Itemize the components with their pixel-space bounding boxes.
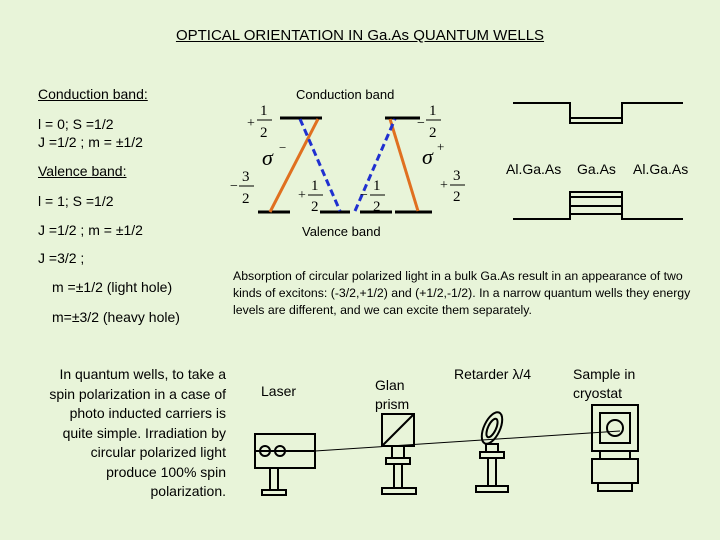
sigma-minus-sign: − — [279, 140, 287, 155]
sigma-minus-symbol: σ — [262, 145, 273, 170]
algaas-right-label: Al.Ga.As — [633, 161, 689, 177]
numerator-one: 1 — [373, 178, 381, 194]
denominator-two: 2 — [311, 199, 319, 215]
conduction-band-header: Conduction band: — [38, 86, 148, 102]
light-hole-label: m =±1/2 (light hole) — [52, 279, 173, 295]
quantum-well-paragraph: In quantum wells, to take a spin polarization in a case of photo inducted carriers is quite simple. Irradiation by circular polarized light produce 100% spin polarization. — [49, 366, 226, 499]
numerator-one: 1 — [260, 103, 268, 119]
numerator-three: 3 — [242, 169, 250, 185]
numerator-three: 3 — [453, 168, 461, 184]
denominator-two: 2 — [373, 199, 381, 215]
glan-prism-label-line1: Glan — [375, 377, 405, 393]
valence-band-header: Valence band: — [38, 163, 127, 179]
transition-arrow-orange-right — [390, 119, 418, 211]
sign-plus: + — [247, 116, 255, 131]
page-title: OPTICAL ORIENTATION IN Ga.As QUANTUM WELLS — [175, 27, 545, 44]
cryostat-device — [592, 405, 638, 491]
glan-prism-label-line2: prism — [375, 396, 410, 412]
sign-plus: + — [440, 178, 448, 193]
sample-label-line1: Sample in — [573, 366, 636, 382]
retarder-device — [476, 409, 508, 492]
sample-label-line2: cryostat — [573, 385, 623, 401]
conduction-well-profile — [513, 103, 683, 123]
valence-quantum-numbers: l = 1; S =1/2 — [38, 193, 114, 209]
sign-plus: + — [298, 188, 306, 203]
conduction-band-label: Conduction band — [296, 87, 395, 102]
valence-j-three-halves: J =3/2 ; — [38, 250, 85, 266]
transition-arrow-blue-left — [300, 119, 340, 211]
sign-minus: − — [230, 179, 238, 194]
numerator-one: 1 — [311, 178, 319, 194]
laser-label: Laser — [261, 383, 297, 399]
sigma-plus-sign: + — [437, 139, 445, 154]
laser-device — [255, 434, 315, 495]
conduction-quantum-numbers: l = 0; S =1/2 — [38, 116, 114, 132]
denominator-two: 2 — [242, 191, 250, 207]
absorption-description: Absorption of circular polarized light in a bulk Ga.As result in an appearance of two kinds of excitons: (-3/2,+1/2) and (+1/2,-1/2). In a narrow quantum wells they energy levels are different, and we can excite them separately. — [233, 269, 691, 317]
denominator-two: 2 — [429, 125, 437, 141]
heavy-hole-label: m=±3/2 (heavy hole) — [52, 309, 180, 325]
gaas-label: Ga.As — [577, 161, 616, 177]
sigma-plus-symbol: σ — [422, 144, 433, 169]
sign-minus: − — [360, 188, 368, 203]
laser-beam — [315, 431, 620, 451]
denominator-two: 2 — [453, 189, 461, 205]
denominator-two: 2 — [260, 125, 268, 141]
valence-band-label: Valence band — [302, 224, 381, 239]
valence-j-half: J =1/2 ; m = ±1/2 — [38, 222, 143, 238]
glan-prism-device — [382, 414, 416, 494]
conduction-j-m: J =1/2 ; m = ±1/2 — [38, 134, 143, 150]
retarder-label: Retarder λ/4 — [454, 366, 532, 382]
numerator-one: 1 — [429, 103, 437, 119]
sign-minus: − — [417, 116, 425, 131]
algaas-left-label: Al.Ga.As — [506, 161, 562, 177]
